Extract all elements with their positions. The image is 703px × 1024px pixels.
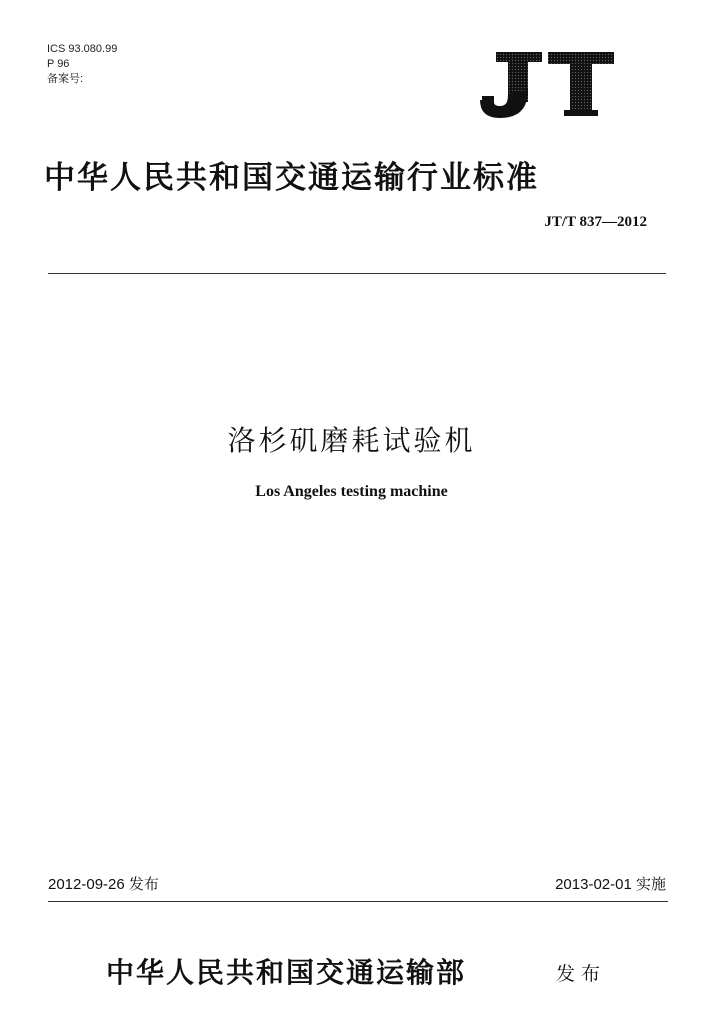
logo-letter-t xyxy=(548,52,614,116)
header-divider xyxy=(48,273,666,274)
logo-letter-j xyxy=(480,52,542,118)
document-title-english: Los Angeles testing machine xyxy=(255,483,448,500)
footer-divider xyxy=(48,901,668,902)
standard-number: JT/T 837—2012 xyxy=(544,214,647,230)
publisher-name: 中华人民共和国交通运输部 xyxy=(106,956,467,989)
issue-date: 2012-09-26 发布 xyxy=(48,876,159,893)
header-metadata xyxy=(47,42,117,87)
implementation-date: 2013-02-01 实施 xyxy=(555,876,666,893)
jt-logo xyxy=(478,50,618,120)
category-code: P 96 xyxy=(47,58,70,70)
standard-type-title: 中华人民共和国交通运输行业标准 xyxy=(44,160,539,196)
document-title-chinese: 洛杉矶磨耗试验机 xyxy=(227,424,476,457)
ics-code: ICS 93.080.99 xyxy=(47,43,118,55)
publish-label: 发布 xyxy=(556,963,607,985)
record-number-label: 备案号: xyxy=(47,73,84,85)
